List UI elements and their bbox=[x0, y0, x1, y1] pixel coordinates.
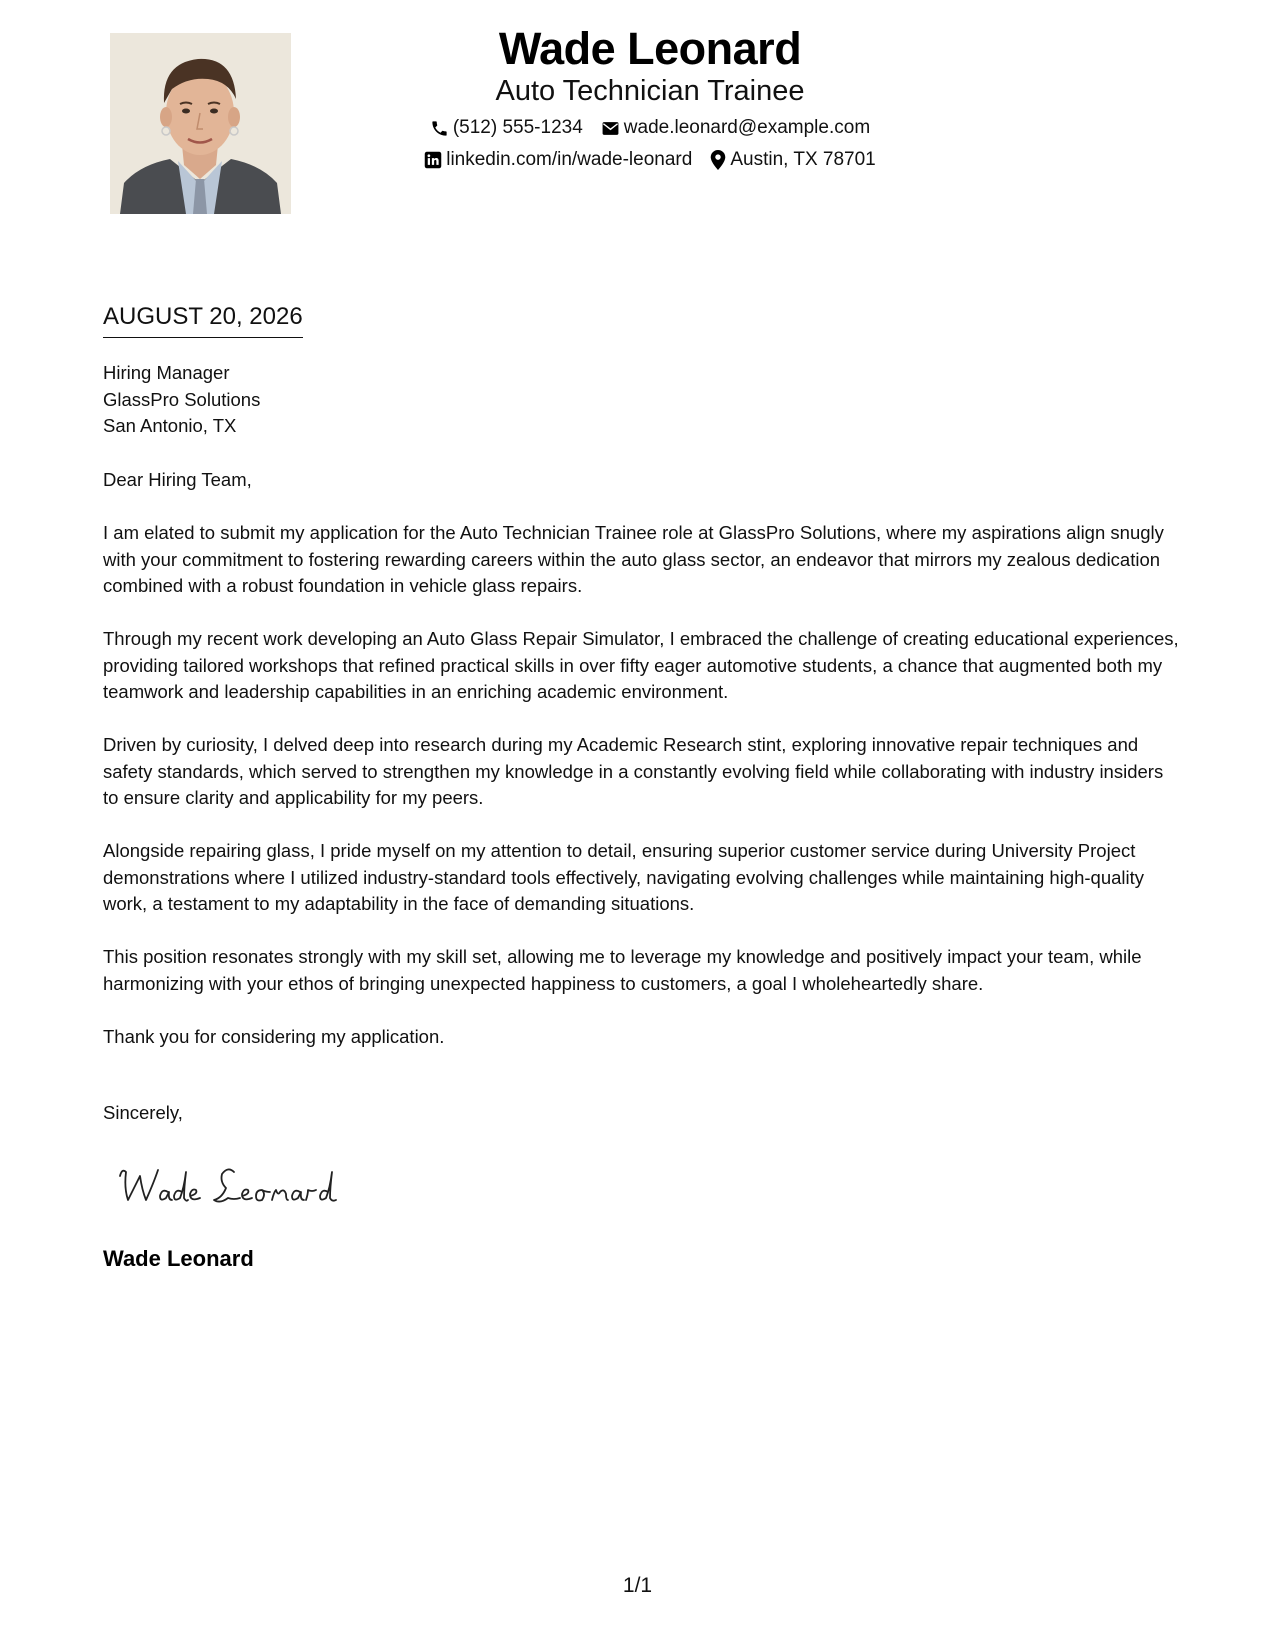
map-pin-icon bbox=[710, 150, 726, 170]
phone-contact[interactable] bbox=[430, 116, 583, 140]
recipient-location: San Antonio, TX bbox=[103, 415, 237, 436]
recipient-block bbox=[103, 360, 260, 440]
contact-line-secondary bbox=[340, 148, 960, 172]
linkedin-icon bbox=[424, 151, 442, 169]
body-paragraph: Through my recent work developing an Auto Glass Repair Simulator, I embraced the challenge of creating educational experiences, providing tailored workshops that refined practical skills in over fifty eager automotive students, a chance that augmented both my teamwork and leadership capabilities in an enriching academic environment. bbox=[103, 628, 1179, 702]
page-number: 1/1 bbox=[622, 1574, 653, 1597]
body-paragraph: Alongside repairing glass, I pride myself on my attention to detail, ensuring superior customer service during University Project demonstrations where I utilized industry-standard tools effectively, navigating evolving challenges while maintaining high-quality work, a testament to my adaptability in the face of demanding situations. bbox=[103, 840, 1145, 914]
applicant-name: Wade Leonard bbox=[498, 23, 802, 74]
phone-number: (512) 555-1234 bbox=[452, 117, 583, 138]
body-paragraph: This position resonates strongly with my skill set, allowing me to leverage my knowledge and positively impact your team, while harmonizing with your ethos of bringing unexpected happiness to customers, a goal I wholeheartedly share. bbox=[103, 946, 1142, 994]
linkedin-url: linkedin.com/in/wade-leonard bbox=[446, 149, 693, 170]
email-contact[interactable] bbox=[601, 116, 870, 140]
phone-icon bbox=[430, 119, 449, 138]
signature-image bbox=[116, 1158, 356, 1218]
letter-date: AUGUST 20, 2026 bbox=[103, 301, 303, 338]
recipient-company: GlassPro Solutions bbox=[103, 388, 261, 410]
letter-header bbox=[340, 22, 960, 172]
applicant-title: Auto Technician Trainee bbox=[495, 75, 805, 107]
thank-you-line: Thank you for considering my application. bbox=[103, 1025, 445, 1047]
profile-photo bbox=[110, 33, 291, 214]
recipient-role: Hiring Manager bbox=[103, 362, 230, 383]
signer-name: Wade Leonard bbox=[103, 1246, 254, 1271]
letter-body bbox=[103, 467, 1183, 1077]
body-paragraph: I am elated to submit my application for the Auto Technician Trainee role at GlassPro Solutions, where my aspirations align snugly with your commitment to fostering rewarding careers within the auto glass sector, an endeavor that mirrors my zealous dedication combined with a robust foundation in vehicle glass repairs. bbox=[103, 522, 1164, 596]
envelope-icon bbox=[601, 119, 620, 138]
location-text: Austin, TX 78701 bbox=[730, 149, 876, 170]
location-contact bbox=[710, 148, 875, 172]
email-address: wade.leonard@example.com bbox=[623, 117, 871, 138]
contact-line-primary bbox=[340, 116, 960, 140]
closing-line: Sincerely, bbox=[103, 1102, 183, 1123]
salutation: Dear Hiring Team, bbox=[103, 469, 252, 490]
linkedin-contact[interactable] bbox=[424, 148, 692, 172]
body-paragraph: Driven by curiosity, I delved deep into research during my Academic Research stint, exploring innovative repair techniques and safety standards, which served to strengthen my knowledge in a constantly evolving field while collaborating with industry insiders to ensure clarity and applicability for my peers. bbox=[103, 734, 1164, 808]
